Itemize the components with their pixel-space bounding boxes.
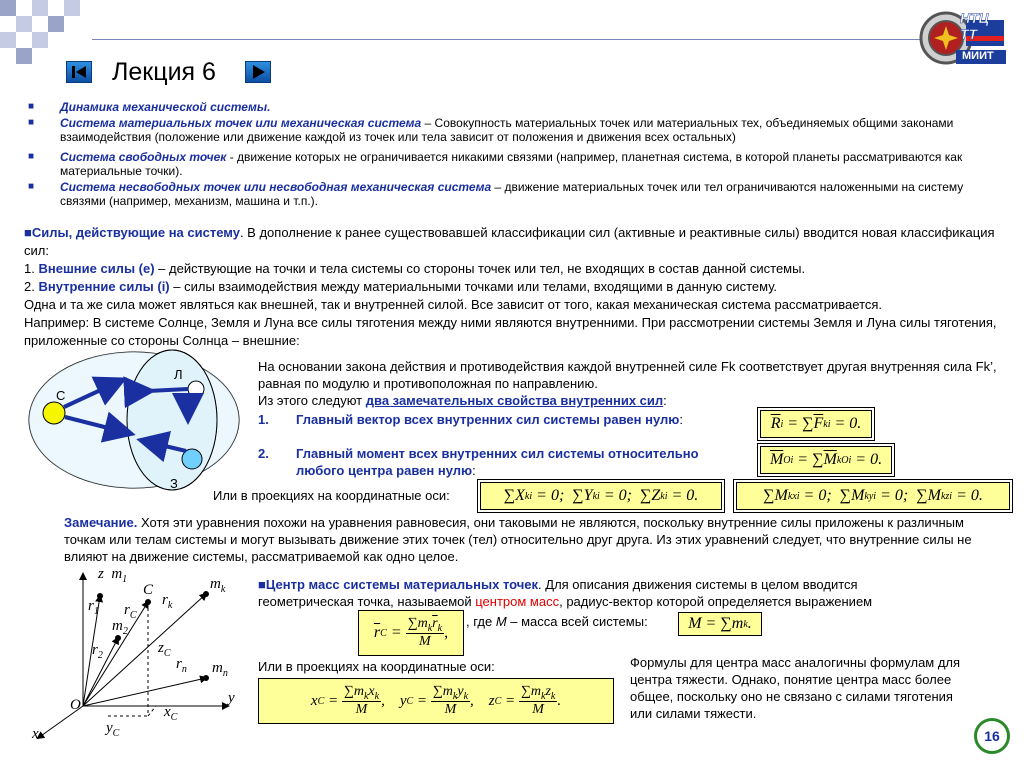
- properties-text: На основании закона действия и противодействия каждой внутренней силе Fk соответствует другая внутренняя сила Fk’, равная по модулю и противоположная по направлению.: [258, 359, 997, 391]
- vector-label: $r_1$: [88, 598, 99, 617]
- coordinate-label: $x_C$: [164, 704, 178, 723]
- center-coordinates-formula: x C = $\sum m_kx_k$ M , y C = $\sum m_ky_k$ M , z C = $\sum m_kz_k$ M .: [258, 678, 614, 724]
- origin-label: O: [70, 697, 81, 713]
- lead-end: :: [663, 393, 667, 408]
- next-slide-button[interactable]: [245, 61, 271, 83]
- where-text: , где: [466, 614, 496, 629]
- bullet-text: – Совокупность материальных точек или материальных тех, объединяемых общими законами взаимодействия (положение или движение каждой из точек или тела зависит от положения и движения всех остальных): [60, 116, 954, 144]
- coordinate-label: $z_C$: [158, 640, 171, 659]
- sun-earth-moon-diagram: [24, 345, 244, 495]
- forces-intro-text: . В дополнение к ранее существовавшей классификации сил (активные и реактивные силы) вводится новая классификация сил:: [24, 225, 995, 258]
- moon-label: Л: [174, 367, 183, 382]
- force-projections-formula: ∑X k i = 0; ∑Y k i = 0; ∑Z k i = 0.: [480, 482, 722, 510]
- forces-item-2: [24, 278, 1014, 296]
- property-1: [296, 411, 746, 428]
- center-vector-formula: $\overline{r}$ C = $\sum m_k\overline{r}_k$ M ,: [358, 610, 464, 656]
- deco-square: [16, 48, 32, 64]
- properties-section: [258, 358, 1018, 409]
- bullet-text: – движение материальных точек или тел ограничиваются наложенными на систему связями (например, механизм, машина и т.п.).: [60, 180, 964, 208]
- bullet-item: [60, 180, 1000, 208]
- property-2-number: 2.: [258, 446, 269, 461]
- point-label: $m_k$: [210, 576, 226, 595]
- point-label: $m_n$: [212, 660, 228, 679]
- deco-square: [32, 32, 48, 48]
- page-title: Лекция 6: [112, 58, 216, 86]
- property-1-number: 1.: [258, 412, 269, 427]
- item-title: Внешние силы (e): [38, 261, 155, 276]
- property-2-end: :: [472, 463, 476, 478]
- coordinate-label: $y_C$: [106, 720, 120, 739]
- com-side-note: Формулы для центра масс аналогичны формулам для центра тяжести. Однако, понятие центра масс более общее, поскольку оно не связано с силами тяготения или силами тяжести.: [630, 655, 961, 721]
- com-title: Центр масс системы материальных точек: [265, 577, 539, 592]
- bullet-icon: ■: [28, 151, 35, 162]
- logo-text: НТЦ ТТ: [960, 10, 989, 42]
- projections-label: Или в проекциях на координатные оси:: [213, 488, 450, 503]
- item-number: 1.: [24, 261, 39, 276]
- forces-line: Одна и та же сила может являться как внешней, так и внутренней силой. Все зависит от того, какая механическая система рассматривается.: [24, 297, 883, 312]
- axis-label: x: [32, 726, 39, 742]
- vector-label: $r_n$: [176, 656, 187, 675]
- forces-bullet: ■: [24, 225, 32, 240]
- bullet-title: Динамика механической системы.: [60, 100, 271, 114]
- forces-example: Например: В системе Солнце, Земля и Луна все силы тяготения между ними являются внутренними. При рассмотрении системы Земля и Луна силы тяготения, приложенные со стороны Солнца – внешние:: [24, 315, 997, 348]
- bullet-icon: ■: [28, 117, 35, 128]
- header-rule: [92, 39, 987, 40]
- earth-label: З: [170, 476, 178, 491]
- item-title: Внутренние силы (i): [38, 279, 170, 294]
- deco-square: [16, 16, 32, 32]
- play-icon: [246, 62, 270, 82]
- page-number: 16: [984, 728, 1000, 744]
- bullet-title: Система свободных точек: [60, 150, 227, 164]
- bullet-text: - движение которых не ограничивается никакими связями (например, планетная система, в которой планеты рассматриваются как материальные точки).: [60, 150, 963, 178]
- deco-square: [32, 0, 48, 16]
- property-1-text: Главный вектор всех внутренних сил системы равен нулю: [296, 412, 680, 427]
- bullet-item: [60, 100, 1000, 114]
- lead-text: Из этого следуют: [258, 393, 366, 408]
- page-number-badge: [974, 718, 1010, 754]
- sun-label: С: [56, 388, 66, 403]
- total-mass-formula: M = ∑m k .: [678, 612, 762, 636]
- logo-subtext: МИИТ: [962, 50, 994, 62]
- com-where: [466, 613, 648, 630]
- main-vector-formula: $\overline{R}$ i = ∑ $\overline{F}$ k i = 0.: [760, 410, 872, 438]
- where-symbol: M: [495, 614, 507, 629]
- bullet-title: Система несвободных точек или несвободная механическая система: [60, 180, 492, 194]
- com-term: центром масс: [475, 594, 560, 609]
- where-end: – масса всей системы:: [506, 614, 648, 629]
- bullet-item: [60, 150, 1000, 178]
- com-text: . Для описания движения системы в целом вводится геометрическая точка, называемой: [258, 577, 858, 609]
- com-bullet: ■: [258, 577, 266, 592]
- deco-square: [0, 32, 16, 48]
- moment-projections-formula: ∑M kx i = 0; ∑M ky i = 0; ∑M kz i = 0.: [736, 482, 1010, 510]
- deco-square: [0, 0, 16, 16]
- bullet-icon: ■: [28, 101, 35, 112]
- forces-intro: [24, 224, 1014, 260]
- note-text: Хотя эти уравнения похожи на уравнения равновесия, они таковыми не являются, поскольку внутренние силы приложены к различным точкам или телам системы и могут вызывать движение этих точек (тел) относительно друг друга. Из этих уравнений следует, что внутренние силы не влияют на движение системы, рассматриваемой как одно целое.: [64, 515, 972, 564]
- center-of-mass-text: [258, 576, 918, 610]
- point-label: C: [143, 582, 154, 598]
- forces-item-1: [24, 260, 1014, 278]
- prev-slide-button[interactable]: [66, 61, 92, 83]
- axis-label: y: [228, 690, 235, 706]
- deco-square: [64, 0, 80, 16]
- property-2: [296, 445, 746, 479]
- note: [64, 514, 979, 565]
- properties-lead: [258, 392, 1018, 409]
- bullet-item: [60, 116, 1000, 144]
- bullet-title: Система материальных точек или механическая система: [60, 116, 422, 130]
- logo: [916, 6, 1008, 70]
- note-title: Замечание.: [64, 515, 138, 530]
- axis-label: z $m_1$: [98, 566, 128, 585]
- item-number: 2.: [24, 279, 39, 294]
- property-2-text: Главный момент всех внутренних сил системы относительно любого центра равен нулю: [296, 446, 699, 478]
- com-projections-label: Или в проекциях на координатные оси:: [258, 659, 495, 674]
- vector-label: $r_k$: [162, 592, 173, 611]
- item-text: – силы взаимодействия между материальными точками или телами, входящими в данную систему.: [169, 279, 778, 294]
- com-text: , радиус-вектор которой определяется выражением: [559, 594, 873, 609]
- rewind-icon: [67, 62, 91, 82]
- forces-section: [24, 224, 1014, 350]
- deco-square: [48, 16, 64, 32]
- vector-label: $r_C$: [124, 602, 137, 621]
- bullet-icon: ■: [28, 181, 35, 192]
- lead-emphasis: два замечательных свойства внутренних сил: [365, 393, 664, 408]
- main-moment-formula: $\overline{M}$ O i = ∑ $\overline{M}$ kO i = 0.: [760, 446, 892, 474]
- point-label: $m_2$: [112, 618, 128, 637]
- property-1-end: :: [679, 412, 683, 427]
- item-text: – действующие на точки и тела системы со стороны точек или тел, не входящих в состав данной системы.: [154, 261, 806, 276]
- vector-label: $r_2$: [92, 642, 103, 661]
- forces-title: Силы, действующие на систему: [31, 225, 240, 240]
